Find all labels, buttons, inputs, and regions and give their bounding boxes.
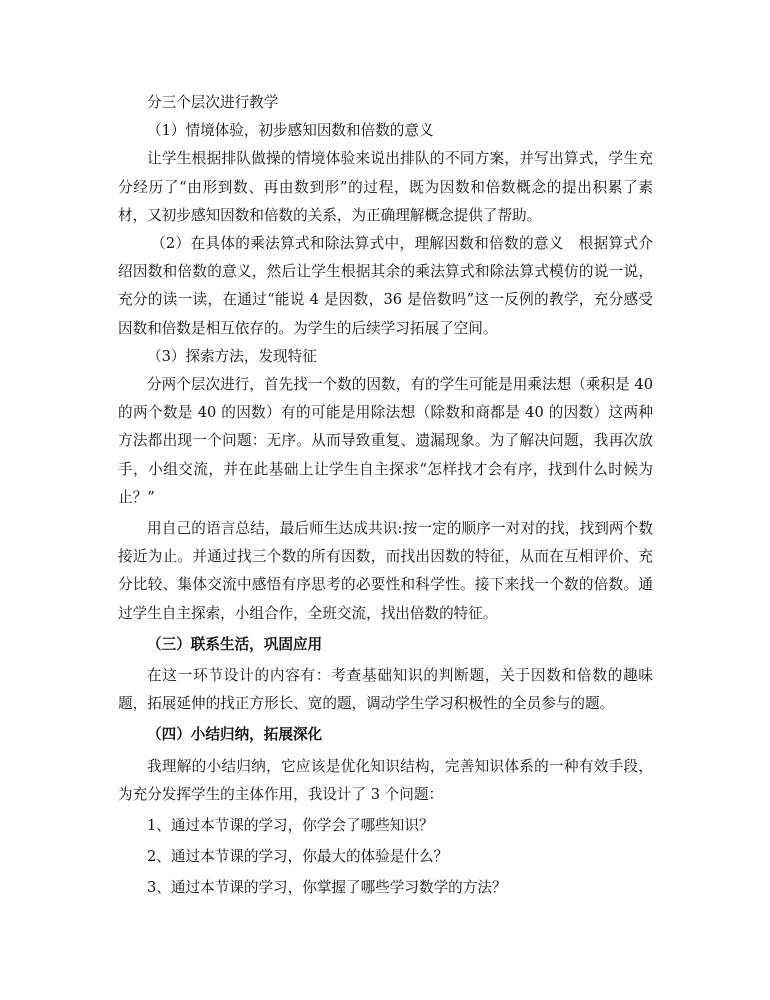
subheading-1: （1）情境体验，初步感知因数和倍数的意义 xyxy=(147,122,434,140)
paragraph-5: 在这一环节设计的内容有：考查基础知识的判断题，关于因数和倍数的趣味题，拓展延伸的找正方形长、宽的题，调动学生学习积极性的全员参与的题。 xyxy=(118,667,653,713)
question-1: 1、通过本节课的学习，你学会了哪些知识？ xyxy=(147,817,434,835)
paragraph-1: 让学生根据排队做操的情境体验来说出排队的不同方案，并写出算式，学生充分经历了“由形到数、再由数到形”的过程，既为因数和倍数概念的提出积累了素材，又初步感知因数和倍数的关系，为正确理解概念提供了帮助。 xyxy=(118,150,653,224)
paragraph-6: 我理解的小结归纳，它应该是优化知识结构，完善知识体系的一种有效手段，为充分发挥学生的主体作用，我设计了 3 个问题： xyxy=(118,757,653,803)
question-2: 2、通过本节课的学习，你最大的体验是什么？ xyxy=(147,848,449,866)
section-heading-4: （四）小结归纳，拓展深化 xyxy=(147,726,323,744)
paragraph-4: 用自己的语言总结，最后师生达成共识:按一定的顺序一对对的找，找到两个数接近为止。并通过找三个数的所有因数，而找出因数的特征，从而在互相评价、充分比较、集体交流中感悟有序思考的必要性和科学性。接下来找一个数的倍数。通过学生自主探索，小组合作，全班交流，找出倍数的特征。 xyxy=(118,520,653,622)
question-3: 3、通过本节课的学习，你掌握了哪些学习数学的方法？ xyxy=(147,879,507,897)
document-body xyxy=(118,89,653,903)
paragraph-intro: 分三个层次进行教学 xyxy=(147,94,279,111)
paragraph-3: 分两个层次进行，首先找一个数的因数，有的学生可能是用乘法想（乘积是 40 的两个数是 40 的因数）有的可能是用除法想（除数和商都是 40 的因数）这两种方法都出现一个问题：无序。从而导致重复、遗漏现象。为了解决问题，我再次放手，小组交流，并在此基础上让学生自主探求“怎样找才会有序，找到什么时候为止？” xyxy=(118,376,653,506)
subheading-2-paragraph: （2）在具体的乘法算式和除法算式中，理解因数和倍数的意义 根据算式介绍因数和倍数的意义，然后让学生根据其余的乘法算式和除法算式模仿的说一说，充分的读一读，在通过“能说 4 是因数，36 是倍数吗”这一反例的教学，充分感受因数和倍数是相互依存的。为学生的后续学习拓展了空间。 xyxy=(118,235,653,337)
section-heading-3: （三）联系生活，巩固应用 xyxy=(147,635,323,653)
subheading-3: （3）探索方法，发现特征 xyxy=(147,347,317,365)
